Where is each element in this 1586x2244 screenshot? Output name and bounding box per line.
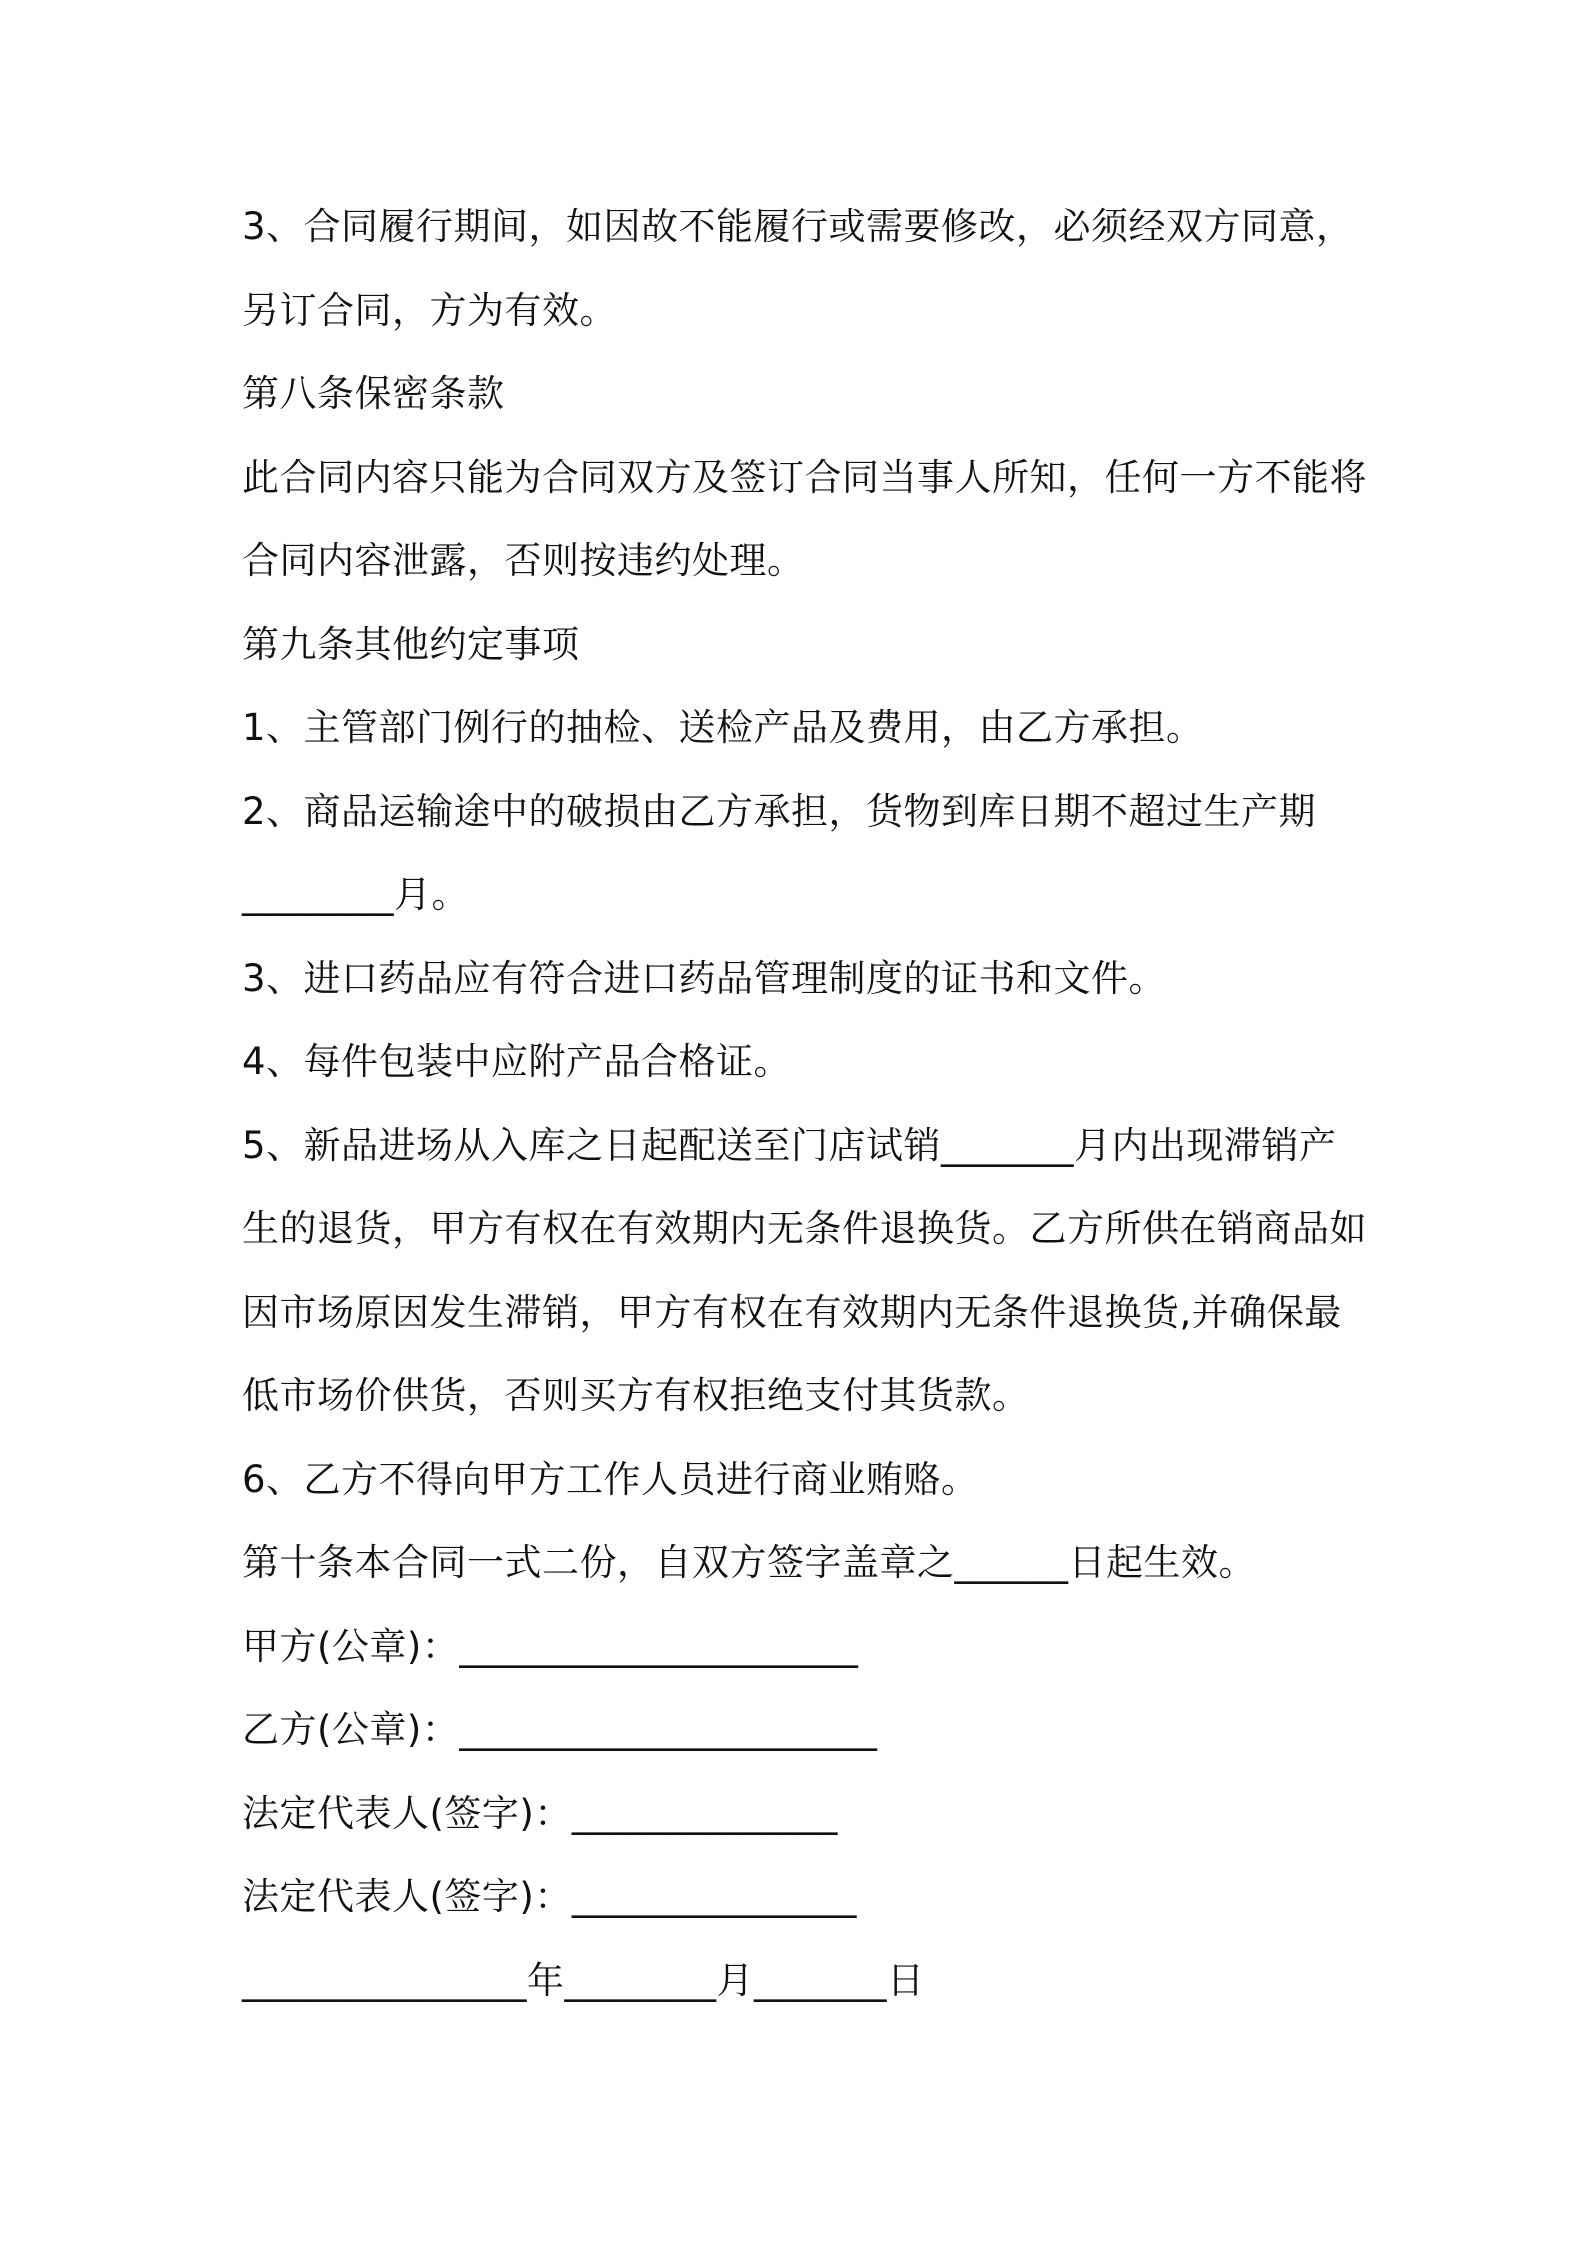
- document-body: [242, 196, 1367, 2033]
- party-b-seal-line: 乙方(公章)：______________________: [242, 1708, 878, 1751]
- clause-9-item-6: 6、乙方不得向甲方工作人员进行商业贿赂。: [242, 1457, 979, 1501]
- party-a-seal-line: 甲方(公章)：_____________________: [242, 1624, 859, 1668]
- date-line: _______________年________月_______日: [242, 1958, 925, 2002]
- clause-8-text-line-1: 此合同内容只能为合同双方及签订合同当事人所知，任何一方不能将: [242, 455, 1367, 499]
- clause-8-text-line-2: 合同内容泄露，否则按违约处理。: [242, 539, 805, 582]
- clause-8-heading: 第八条保密条款: [242, 372, 505, 415]
- clause-9-item-1: 1、主管部门例行的抽检、送检产品及费用，由乙方承担。: [242, 706, 1204, 749]
- clause-9-item-5-line-3: 因市场原因发生滞销，甲方有权在有效期内无条件退换货,并确保最: [242, 1290, 1342, 1334]
- clause-9-item-2-line-2: ________月。: [242, 873, 469, 916]
- clause-9-heading: 第九条其他约定事项: [242, 622, 580, 666]
- legal-rep-signature-line-2: 法定代表人(签字)：_______________: [242, 1875, 857, 1918]
- clause-9-item-5-line-2: 生的退货，甲方有权在有效期内无条件退换货。乙方所供在销商品如: [242, 1207, 1367, 1250]
- clause-7-item-3-line-2: 另订合同，方为有效。: [242, 288, 617, 332]
- clause-9-item-3: 3、进口药品应有符合进口药品管理制度的证书和文件。: [242, 956, 1167, 1000]
- legal-rep-signature-line-1: 法定代表人(签字)：______________: [242, 1791, 838, 1835]
- clause-9-item-4: 4、每件包装中应附产品合格证。: [242, 1040, 792, 1083]
- clause-7-item-3-line-1: 3、合同履行期间，如因故不能履行或需要修改，必须经双方同意，: [242, 205, 1354, 248]
- clause-9-item-5-line-1: 5、新品进场从入库之日起配送至门店试销_______月内出现滞销产: [242, 1123, 1337, 1167]
- clause-10-text: 第十条本合同一式二份，自双方签字盖章之______日起生效。: [242, 1541, 1256, 1584]
- clause-9-item-2-line-1: 2、商品运输途中的破损由乙方承担，货物到库日期不超过生产期: [242, 789, 1317, 833]
- clause-9-item-5-line-4: 低市场价供货，否则买方有权拒绝支付其货款。: [242, 1374, 1030, 1417]
